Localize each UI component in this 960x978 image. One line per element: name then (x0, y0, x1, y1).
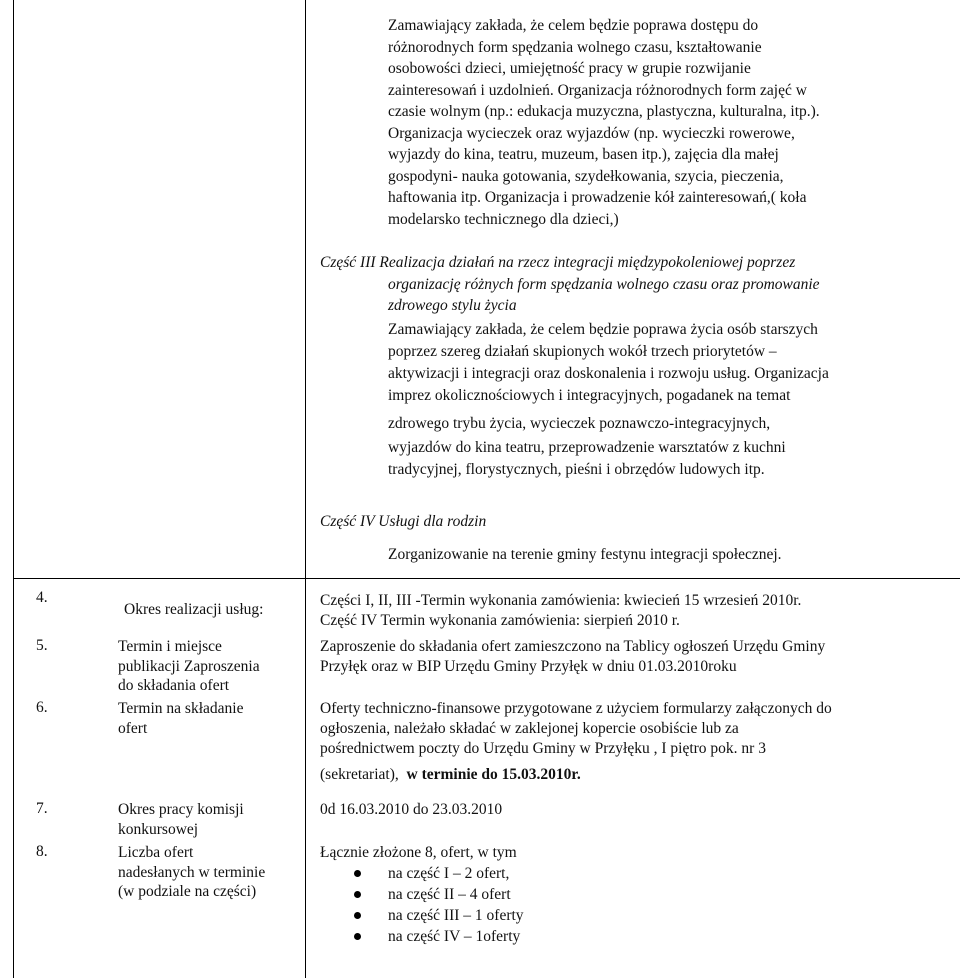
list-item: na część I – 2 ofert, (388, 863, 524, 884)
part3-heading: Część III Realizacja działań na rzecz integracji międzypokoleniowej poprzez organizację różnych form spędzania wolnego czasu oraz promowanie zdrowego stylu życia (320, 254, 820, 314)
row-number: 5. (36, 637, 48, 654)
list-item: na część IV – 1oferty (388, 926, 524, 947)
row-label: Okres pracy komisji konkursowej (118, 801, 244, 838)
row-value-deadline: (sekretariat), w terminie do 15.03.2010r. (320, 766, 581, 783)
row-number: 4. (36, 589, 48, 606)
row-value: Oferty techniczno-finansowe przygotowane z użyciem formularzy załączonych do ogłoszenia, należało składać w zaklejonej kopercie osobiście lub za pośrednictwem poczty do Urzędu Gminy w Przyłęku , I piętro pok. nr 3 (320, 700, 832, 757)
part4-body: Zorganizowanie na terenie gminy festynu integracji społecznej. (388, 546, 782, 563)
row-number: 7. (36, 800, 48, 817)
table-border-left (13, 0, 14, 978)
bullet-icon (354, 891, 361, 898)
table-row-divider (13, 578, 960, 579)
row-label: Okres realizacji usług: (124, 601, 264, 618)
table-column-divider (305, 0, 306, 978)
row-value: Części I, II, III -Termin wykonania zamówienia: kwiecień 15 wrzesień 2010r. Część IV Termin wykonania zamówienia: sierpień 2010 r. (320, 592, 802, 629)
list-item: na część II – 4 ofert (388, 884, 524, 905)
row-number: 6. (36, 699, 48, 716)
row-number: 8. (36, 843, 48, 860)
row-value: 0d 16.03.2010 do 23.03.2010 (320, 801, 503, 818)
row-label: Termin na składanie ofert (118, 700, 244, 737)
bullet-icon (354, 933, 361, 940)
row-value: Zaproszenie do składania ofert zamieszczono na Tablicy ogłoszeń Urzędu Gminy Przyłęk oraz w BIP Urzędu Gminy Przyłęk w dniu 01.03.2010roku (320, 638, 826, 675)
part4-heading: Część IV Usługi dla rodzin (320, 513, 487, 530)
part3-body: Zamawiający zakłada, że celem będzie poprawa życia osób starszych poprzez szereg działań skupionych wokół trzech priorytetów – aktywizacji i integracji oraz doskonalenia i rozwoju usług. Organizacja imprez okolicznościowych i integracyjnych, pogadanek na temat zdrowego trybu życia, wycieczek poznawczo-integracyjnych, wyjazdów do kina teatru, przeprowadzenie warsztatów z kuchni tradycyjnej, florystycznych, pieśni i obrzędów ludowych itp. (388, 321, 829, 478)
row-label: Termin i miejsce publikacji Zaproszenia do składania ofert (118, 638, 260, 694)
bullet-icon (354, 912, 361, 919)
row-value: Łącznie złożone 8, ofert, w tym (320, 844, 517, 861)
row-label: Liczba ofert nadesłanych w terminie (w podziale na części) (118, 844, 266, 900)
list-item: na część III – 1 oferty (388, 905, 524, 926)
bullet-icon (354, 870, 361, 877)
bullet-list (388, 863, 524, 947)
intro-paragraph: Zamawiający zakłada, że celem będzie poprawa dostępu do różnorodnych form spędzania wolnego czasu, kształtowanie osobowości dzieci, umiejętność pracy w grupie rozwijanie zainteresowań i uzdolnień. Organizacja różnorodnych form zajęć w czasie wolnym (np.: edukacja muzyczna, plastyczna, kulturalna, itp.). Organizacja wycieczek oraz wyjazdów (np. wycieczki rowerowe, wyjazdy do kina, teatru, muzeum, basen itp.), zajęcia dla małej gospodyni- nauka gotowania, szydełkowania, szycia, pieczenia, haftowania itp. Organizacja i prowadzenie kół zainteresowań,( koła modelarsko technicznego dla dzieci,) (388, 17, 820, 228)
